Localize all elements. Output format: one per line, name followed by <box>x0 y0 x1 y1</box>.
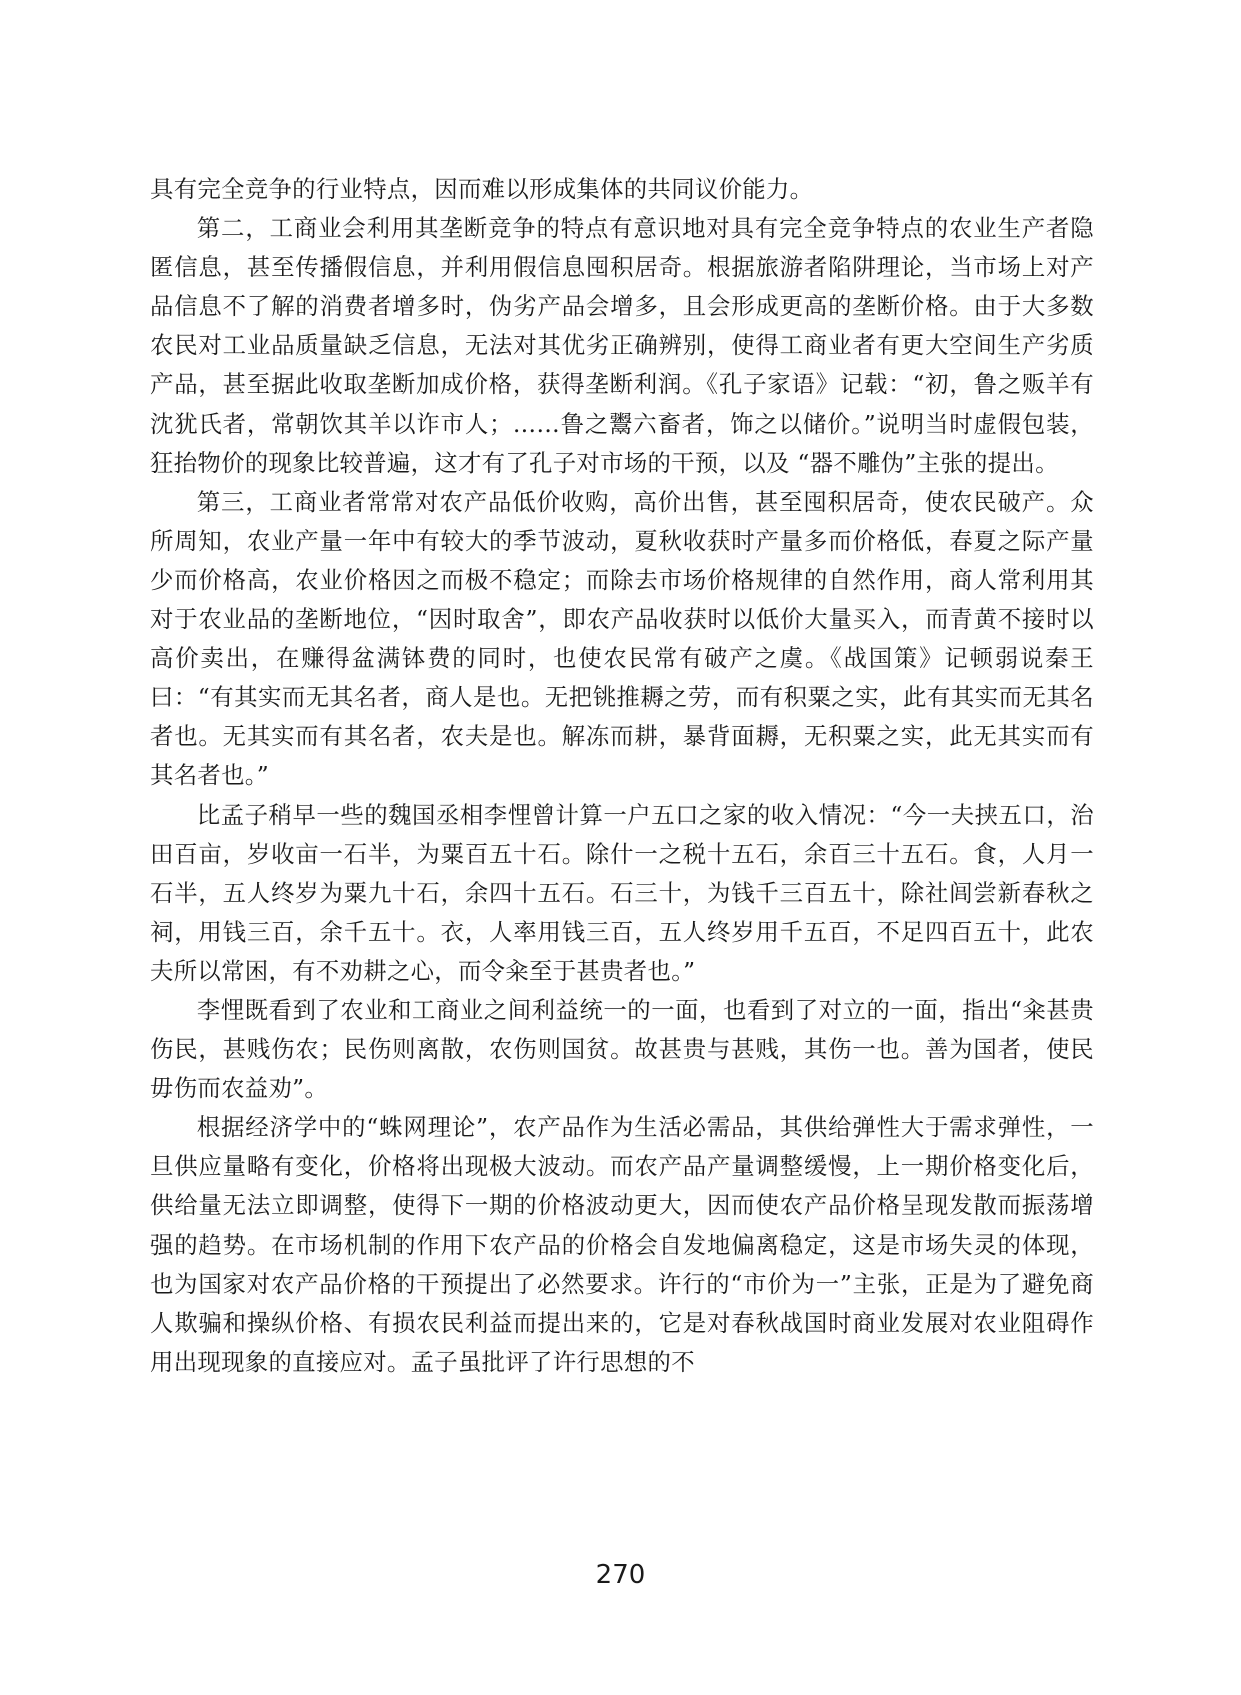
page-body <box>150 170 1094 1382</box>
paragraph-second-point: 第二，工商业会利用其垄断竞争的特点有意识地对具有完全竞争特点的农业生产者隐匿信息，甚至传播假信息，并利用假信息囤积居奇。根据旅游者陷阱理论，当市场上对产品信息不了解的消费者增多时，伪劣产品会增多，且会形成更高的垄断价格。由于大多数农民对工业品质量缺乏信息，无法对其优劣正确辨别，使得工商业者有更大空间生产劣质产品，甚至据此收取垄断加成价格，获得垄断利润。《孔子家语》记载：“初，鲁之贩羊有沈犹氏者，常朝饮其羊以诈市人；……鲁之鬻六畜者，饰之以储价。”说明当时虚假包装，狂抬物价的现象比较普遍，这才有了孔子对市场的干预，以及 “器不雕伪”主张的提出。 <box>150 214 1094 477</box>
paragraph-third-point: 第三，工商业者常常对农产品低价收购，高价出售，甚至囤积居奇，使农民破产。众所周知，农业产量一年中有较大的季节波动，夏秋收获时产量多而价格低，春夏之际产量少而价格高，农业价格因之而极不稳定；而除去市场价格规律的自然作用，商人常利用其对于农业品的垄断地位，“因时取舍”，即农产品收获时以低价大量买入，而青黄不接时以高价卖出，在赚得盆满钵费的同时，也使农民常有破产之虞。《战国策》记顿弱说秦王曰：“有其实而无其名者，商人是也。无把铫推耨之劳，而有积粟之实，此有其实而无其名者也。无其实而有其名者，农夫是也。解冻而耕，暴背面耨，无积粟之实，此无其实而有其名者也。” <box>150 487 1094 790</box>
paragraph-li-kui-calculation: 比孟子稍早一些的魏国丞相李悝曾计算一户五口之家的收入情况：“今一夫挟五口，治田百亩，岁收亩一石半，为粟百五十石。除什一之税十五石，余百三十五石。食，人月一石半，五人终岁为粟九十石，余四十五石。石三十，为钱千三百五十，除社闾尝新春秋之祠，用钱三百，余千五十。衣，人率用钱三百，五人终岁用千五百，不足四百五十，此农夫所以常困，有不劝耕之心，而令籴至于甚贵者也。” <box>150 800 1094 985</box>
paragraph-li-kui-view: 李悝既看到了农业和工商业之间利益统一的一面，也看到了对立的一面，指出“籴甚贵伤民，甚贱伤农；民伤则离散，农伤则国贫。故甚贵与甚贱，其伤一也。善为国者，使民毋伤而农益劝”。 <box>150 995 1094 1103</box>
paragraph-cobweb-theory: 根据经济学中的“蛛网理论”，农产品作为生活必需品，其供给弹性大于需求弹性，一旦供应量略有变化，价格将出现极大波动。而农产品产量调整缓慢，上一期价格变化后，供给量无法立即调整，使得下一期的价格波动更大，因而使农产品价格呈现发散而振荡增强的趋势。在市场机制的作用下农产品的价格会自发地偏离稳定，这是市场失灵的体现，也为国家对农产品价格的干预提出了必然要求。许行的“市价为一”主张，正是为了避免商人欺骗和操纵价格、有损农民利益而提出来的，它是对春秋战国时商业发展对农业阻碍作用出现现象的直接应对。孟子虽批评了许行思想的不 <box>150 1113 1094 1376</box>
page-number: 270 <box>595 1560 646 1590</box>
paragraph-continuation: 具有完全竞争的行业特点，因而难以形成集体的共同议价能力。 <box>150 175 814 203</box>
